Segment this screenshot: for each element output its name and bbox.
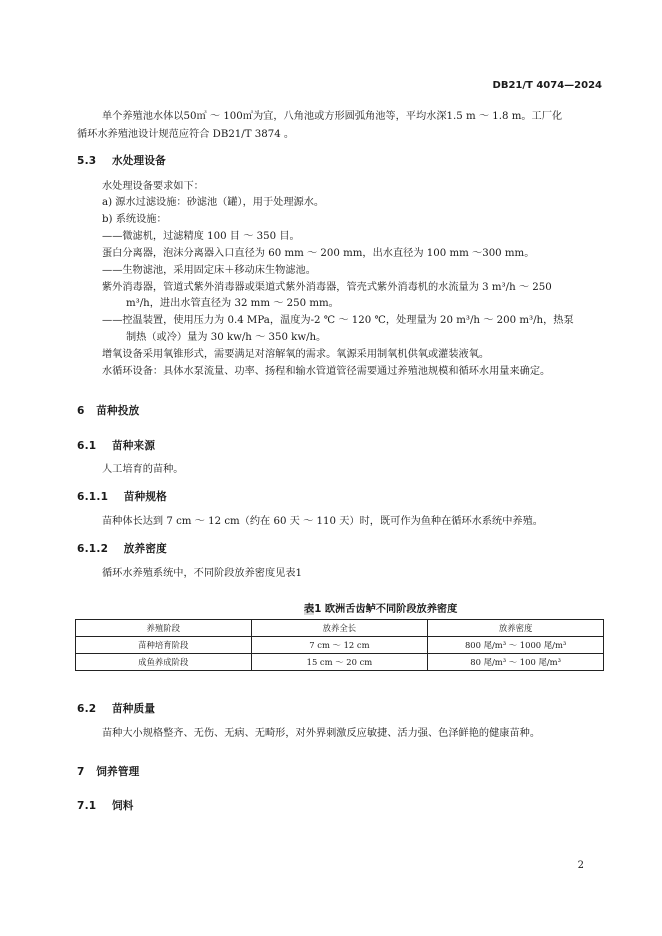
paragraph-line-protein-skimmer: 蛋白分离器，泡沫分离器入口直径为 60 mm ～ 200 mm，出水直径为 100 mm ～300 mm。: [102, 248, 535, 259]
paragraph-line: 水处理设备要求如下：: [102, 181, 204, 192]
table-cell: 15 cm ～ 20 cm: [251, 654, 428, 671]
table-caption-text: 1 欧洲舌齿鲈不同阶段放养密度: [314, 604, 458, 615]
paragraph-line-water-circulation: 水循环设备：具体水泵流量、功率、扬程和输水管道管径需要通过养殖池规模和循环水用量来确定。: [102, 366, 551, 377]
table-header-row: [76, 620, 604, 637]
section-6-1-text: 人工培育的苗种。: [102, 464, 184, 475]
section-number: 6.1.1: [77, 491, 109, 503]
section-6-1-1-heading: [77, 489, 167, 504]
table-row: [76, 654, 604, 671]
section-6-1-heading: [77, 438, 155, 453]
intro-line-1: 单个养殖池水体以50㎥ ～ 100㎥为宜，八角池或方形圆弧角池等，平均水深1.5 m ～ 1.8 m。工厂化: [102, 111, 563, 122]
section-6-2-heading: [77, 701, 155, 716]
section-number: 7.1: [77, 800, 97, 812]
paragraph-line-temp-cont: 制热（或冷）量为 30 kw/h ～ 350 kw/h。: [126, 332, 327, 343]
table-header-cell: 放养全长: [251, 620, 428, 637]
dash-item-temp-control: ——控温装置，使用压力为 0.4 MPa，温度为-2 ℃ ～ 120 ℃，处理量为 20 m³/h ～ 200 m³/h，热泵: [102, 315, 574, 326]
section-number: 7: [77, 766, 85, 778]
table-caption: [304, 600, 457, 615]
dash-item-biofilter: ——生物滤池，采用固定床＋移动床生物滤池。: [102, 265, 316, 276]
section-6-2-text: 苗种大小规格整齐、无伤、无病、无畸形，对外界刺激反应敏捷、活力强、色泽鲜艳的健康苗种。: [102, 728, 541, 739]
table-header-cell: 养殖阶段: [76, 620, 252, 637]
stocking-density-table: [75, 619, 604, 671]
section-6-1-2-heading: [77, 541, 167, 556]
intro-line-2: 循环水养殖池设计规范应符合 DB21/T 3874 。: [77, 129, 295, 140]
dash-item-microfilter: ——微滤机，过滤精度 100 目 ～ 350 目。: [102, 231, 300, 242]
paragraph-line-uv-cont: m³/h，进出水管直径为 32 mm ～ 250 mm。: [126, 298, 339, 309]
section-number: 5.3: [77, 155, 97, 167]
section-7-heading: [77, 764, 139, 779]
table-row: [76, 637, 604, 654]
section-number: 6.1.2: [77, 543, 109, 555]
table-cell: 7 cm ～ 12 cm: [251, 637, 428, 654]
section-6-1-1-text: 苗种体长达到 7 cm ～ 12 cm（约在 60 天 ～ 110 天）时，既可作为鱼种在循环水系统中养殖。: [102, 516, 543, 527]
table-cell: 80 尾/m³ ～ 100 尾/m³: [428, 654, 604, 671]
table-cell: 800 尾/m³ ～ 1000 尾/m³: [428, 637, 604, 654]
section-title: 苗种规格: [123, 491, 167, 503]
section-number: 6: [77, 405, 85, 417]
list-item-b: b) 系统设施：: [102, 214, 167, 225]
section-title: 苗种质量: [111, 703, 156, 715]
table-caption-prefix: 表: [304, 604, 315, 615]
list-item-a: a) 源水过滤设施：砂滤池（罐），用于处理源水。: [102, 197, 325, 208]
section-title: 水处理设备: [111, 155, 166, 167]
table-cell: 成鱼养成阶段: [76, 654, 252, 671]
section-title: 苗种来源: [111, 440, 156, 452]
section-6-1-2-text: 循环水养殖系统中，不同阶段放养密度见表1: [102, 568, 303, 579]
section-number: 6.1: [77, 440, 97, 452]
section-number: 6.2: [77, 703, 97, 715]
section-title: 饲养管理: [96, 766, 140, 778]
paragraph-line-uv-sterilizer: 紫外消毒器，管道式紫外消毒器或渠道式紫外消毒器，管壳式紫外消毒机的水流量为 3 m³/h ～ 250: [102, 282, 552, 293]
section-5-3-heading: [77, 153, 166, 168]
section-title: 放养密度: [123, 543, 167, 555]
section-title: 苗种投放: [96, 405, 140, 417]
paragraph-line-oxygen: 增氧设备采用氧锥形式，需要满足对溶解氧的需求。氧源采用制氧机供氧或灌装液氧。: [102, 349, 490, 360]
table-header-cell: 放养密度: [428, 620, 604, 637]
section-6-heading: [77, 403, 139, 418]
page-number: 2: [577, 860, 584, 871]
section-7-1-heading: [77, 798, 134, 813]
document-id: DB21/T 4074—2024: [492, 80, 602, 91]
section-title: 饲料: [111, 800, 134, 812]
table-cell: 苗种培育阶段: [76, 637, 252, 654]
